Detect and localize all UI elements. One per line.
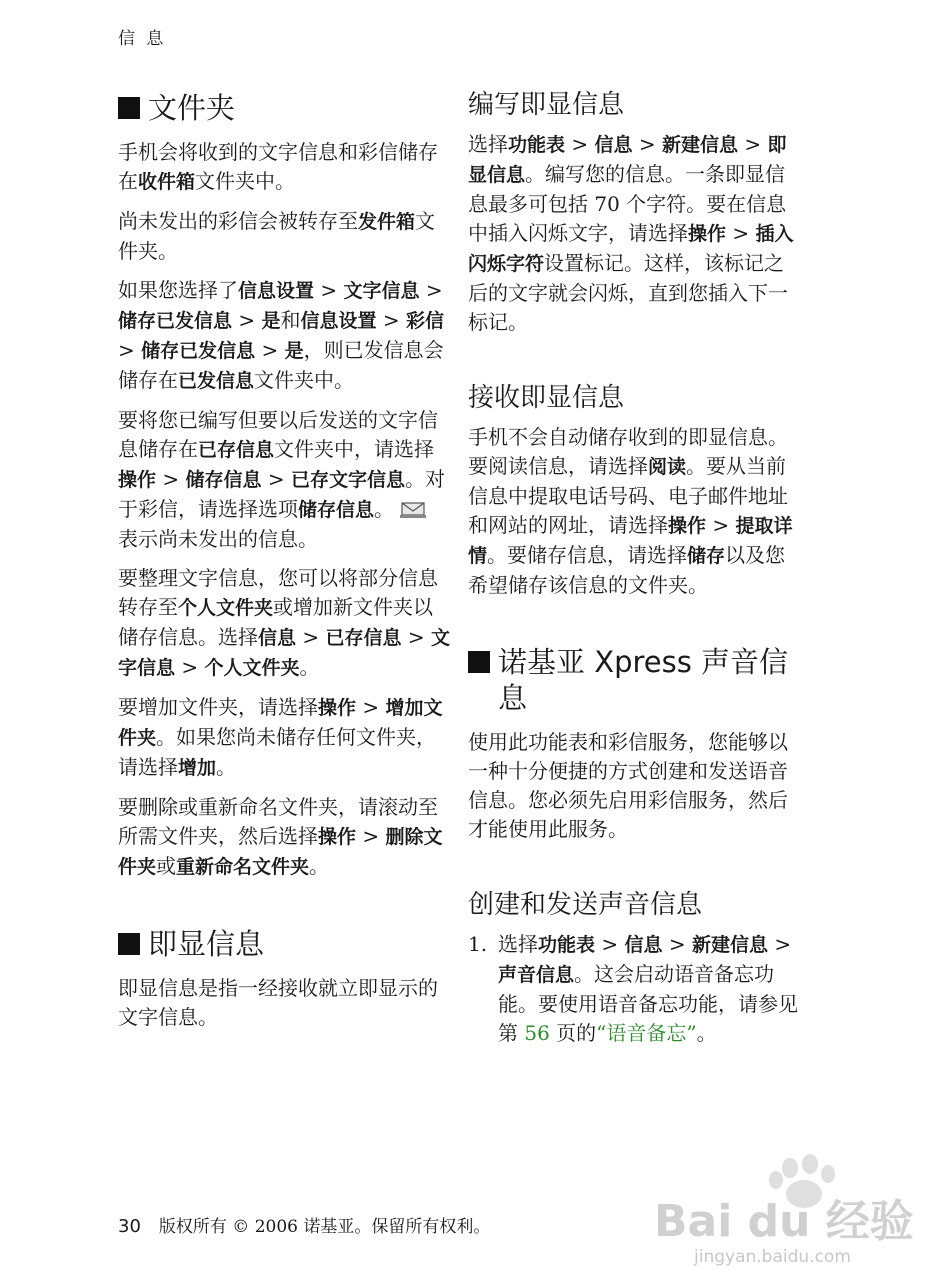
list-item <box>468 930 800 1048</box>
create-heading: 创建和发送声音信息 <box>468 890 703 920</box>
folders-paragraph: 要增加文件夹，请选择操作 > 增加文件夹。如果您尚未储存任何文件夹，请选择增加。 <box>118 695 443 779</box>
write-heading: 编写即显信息 <box>468 90 625 120</box>
folders-paragraph: 要删除或重新命名文件夹，请滚动至所需文件夹，然后选择操作 > 删除文件夹或重新命名文件夹。 <box>118 795 443 878</box>
unsent-mail-icon <box>400 499 426 519</box>
folders-heading: 文件夹 <box>118 90 450 126</box>
running-header: 信 息 <box>118 29 167 49</box>
svg-text:jingyan.baidu.com: jingyan.baidu.com <box>694 1247 851 1267</box>
list-number: 1. <box>468 932 488 956</box>
left-column <box>118 90 450 1042</box>
receive-heading: 接收即显信息 <box>468 383 625 413</box>
right-column <box>468 88 800 1048</box>
list-item-text: 选择功能表 > 信息 > 新建信息 > 声音信息。这会启动语音备忘功能。要使用语音备忘功能，请参见第 56 页的“语音备忘”。 <box>498 932 798 1045</box>
folders-paragraph: 要整理文字信息，您可以将部分信息转存至个人文件夹或增加新文件夹以储存信息。选择信息 > 已存信息 > 文字信息 > 个人文件夹。 <box>118 566 451 679</box>
instant-heading: 即显信息 <box>118 926 450 962</box>
square-bullet-icon <box>118 97 140 119</box>
voice-memo-link[interactable]: “语音备忘” <box>596 1021 697 1045</box>
folders-paragraph: 尚未发出的彩信会被转存至发件箱文件夹。 <box>118 209 436 263</box>
baidu-jingyan-watermark <box>650 1150 920 1270</box>
xpress-paragraph: 使用此功能表和彩信服务，您能够以一种十分便捷的方式创建和发送语音信息。您必须先启用彩信服务，然后才能使用此服务。 <box>468 730 788 841</box>
copyright-text: 版权所有 © 2006 诺基亚。保留所有权利。 <box>158 1217 491 1237</box>
write-paragraph: 选择功能表 > 信息 > 新建信息 > 即显信息。编写您的信息。一条即显信息最多可包括 70 个字符。要在信息中插入闪烁文字，请选择操作 > 插入闪烁字符设置标记。这样，该标记之后的文字就会闪烁，直到您插入下一标记。 <box>468 132 794 334</box>
page-footer <box>118 1212 490 1237</box>
folders-paragraph: 手机会将收到的文字信息和彩信储存在收件箱文件夹中。 <box>118 140 438 193</box>
square-bullet-icon <box>118 933 140 955</box>
receive-paragraph: 手机不会自动储存收到的即显信息。要阅读信息，请选择阅读。要从当前信息中提取电话号码、电子邮件地址和网站的网址，请选择操作 > 提取详情。要储存信息，请选择储存以及您希望储存该信息的文件夹。 <box>468 425 793 597</box>
page-number: 30 <box>118 1216 141 1237</box>
svg-text:Bai du 经验: Bai du 经验 <box>654 1196 914 1247</box>
instant-paragraph: 即显信息是指一经接收就立即显示的文字信息。 <box>118 976 438 1029</box>
page-link[interactable]: 56 <box>524 1021 550 1045</box>
folders-paragraph: 如果您选择了信息设置 > 文字信息 > 储存已发信息 > 是和信息设置 > 彩信 > 储存已发信息 > 是，则已发信息会储存在已发信息文件夹中。 <box>118 278 445 392</box>
folders-paragraph: 要将您已编写但要以后发送的文字信息储存在已存信息文件夹中，请选择操作 > 储存信息 > 已存文字信息。对于彩信，请选择选项储存信息。表示尚未发出的信息。 <box>118 408 446 551</box>
xpress-heading: 诺基亚 Xpress 声音信息 <box>468 644 800 716</box>
square-bullet-icon <box>468 651 490 673</box>
